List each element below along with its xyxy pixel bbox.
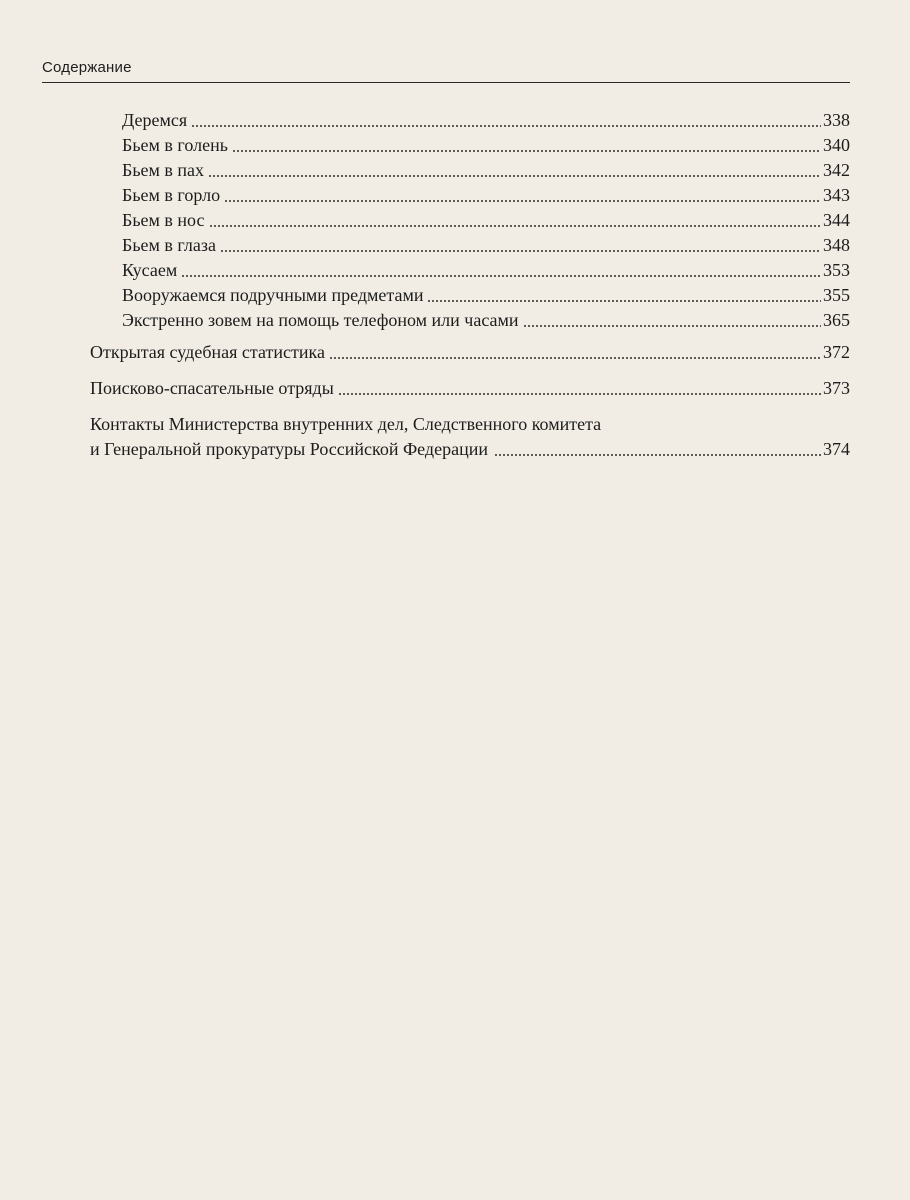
dot-leader — [220, 250, 821, 252]
toc-entry-page: 342 — [823, 160, 850, 180]
toc-entry-page: 353 — [823, 260, 850, 280]
toc-entry-title: Вооружаемся подручными предметами — [122, 285, 424, 305]
dot-leader — [208, 175, 821, 177]
toc-entry-title: Деремся — [122, 110, 188, 130]
toc-entry-page: 338 — [823, 110, 850, 130]
toc-entry-title: Контакты Министерства внутренних дел, Следственного комитета — [90, 414, 602, 434]
dot-leader — [523, 325, 821, 327]
toc-entry[interactable] — [122, 158, 850, 183]
toc-entry-title: Бьем в глаза — [122, 235, 216, 255]
dot-leader — [329, 357, 821, 359]
running-header — [42, 58, 850, 83]
toc-entry-page: 344 — [823, 210, 850, 230]
toc-entry-title: Открытая судебная статистика — [90, 342, 325, 362]
toc-entry[interactable] — [90, 340, 850, 365]
toc-entry-page: 355 — [823, 285, 850, 305]
toc-entry[interactable] — [122, 183, 850, 208]
dot-leader — [191, 125, 821, 127]
dot-leader — [427, 300, 821, 302]
toc-entry-page: 374 — [823, 439, 850, 459]
toc-entry-page: 373 — [823, 378, 850, 398]
toc-entry-title: Поисково-спасательные отряды — [90, 378, 334, 398]
toc-entry-page: 372 — [823, 342, 850, 362]
header-rule — [42, 82, 850, 83]
dot-leader — [232, 150, 821, 152]
toc-entry[interactable] — [122, 208, 850, 233]
toc-entry[interactable] — [122, 233, 850, 258]
dot-leader — [209, 225, 822, 227]
toc-entry-page: 348 — [823, 235, 850, 255]
toc-entry-page: 365 — [823, 310, 850, 330]
toc-entry[interactable] — [122, 258, 850, 283]
toc-entry-line2 — [90, 437, 850, 462]
toc-entry-title: Бьем в горло — [122, 185, 221, 205]
toc-entry-title-continued: и Генеральной прокуратуры Российской Федерации — [90, 439, 488, 459]
toc-entry[interactable] — [122, 108, 850, 133]
toc-entry-title: Бьем в голень — [122, 135, 228, 155]
toc-entry-page: 340 — [823, 135, 850, 155]
toc-entry[interactable] — [122, 133, 850, 158]
toc-entry[interactable] — [122, 308, 850, 333]
toc-entry-title: Бьем в пах — [122, 160, 205, 180]
toc-entry[interactable] — [122, 283, 850, 308]
toc-entry-page: 343 — [823, 185, 850, 205]
header-title: Содержание — [42, 59, 132, 76]
toc-entry-title: Экстренно зовем на помощь телефоном или часами — [122, 310, 519, 330]
dot-leader — [494, 454, 821, 456]
toc-entry-title: Бьем в нос — [122, 210, 205, 230]
toc-entry[interactable] — [90, 376, 850, 401]
toc-entry[interactable] — [90, 412, 850, 462]
dot-leader — [224, 200, 821, 202]
dot-leader — [338, 393, 821, 395]
toc-entry-title: Кусаем — [122, 260, 178, 280]
dot-leader — [181, 275, 821, 277]
